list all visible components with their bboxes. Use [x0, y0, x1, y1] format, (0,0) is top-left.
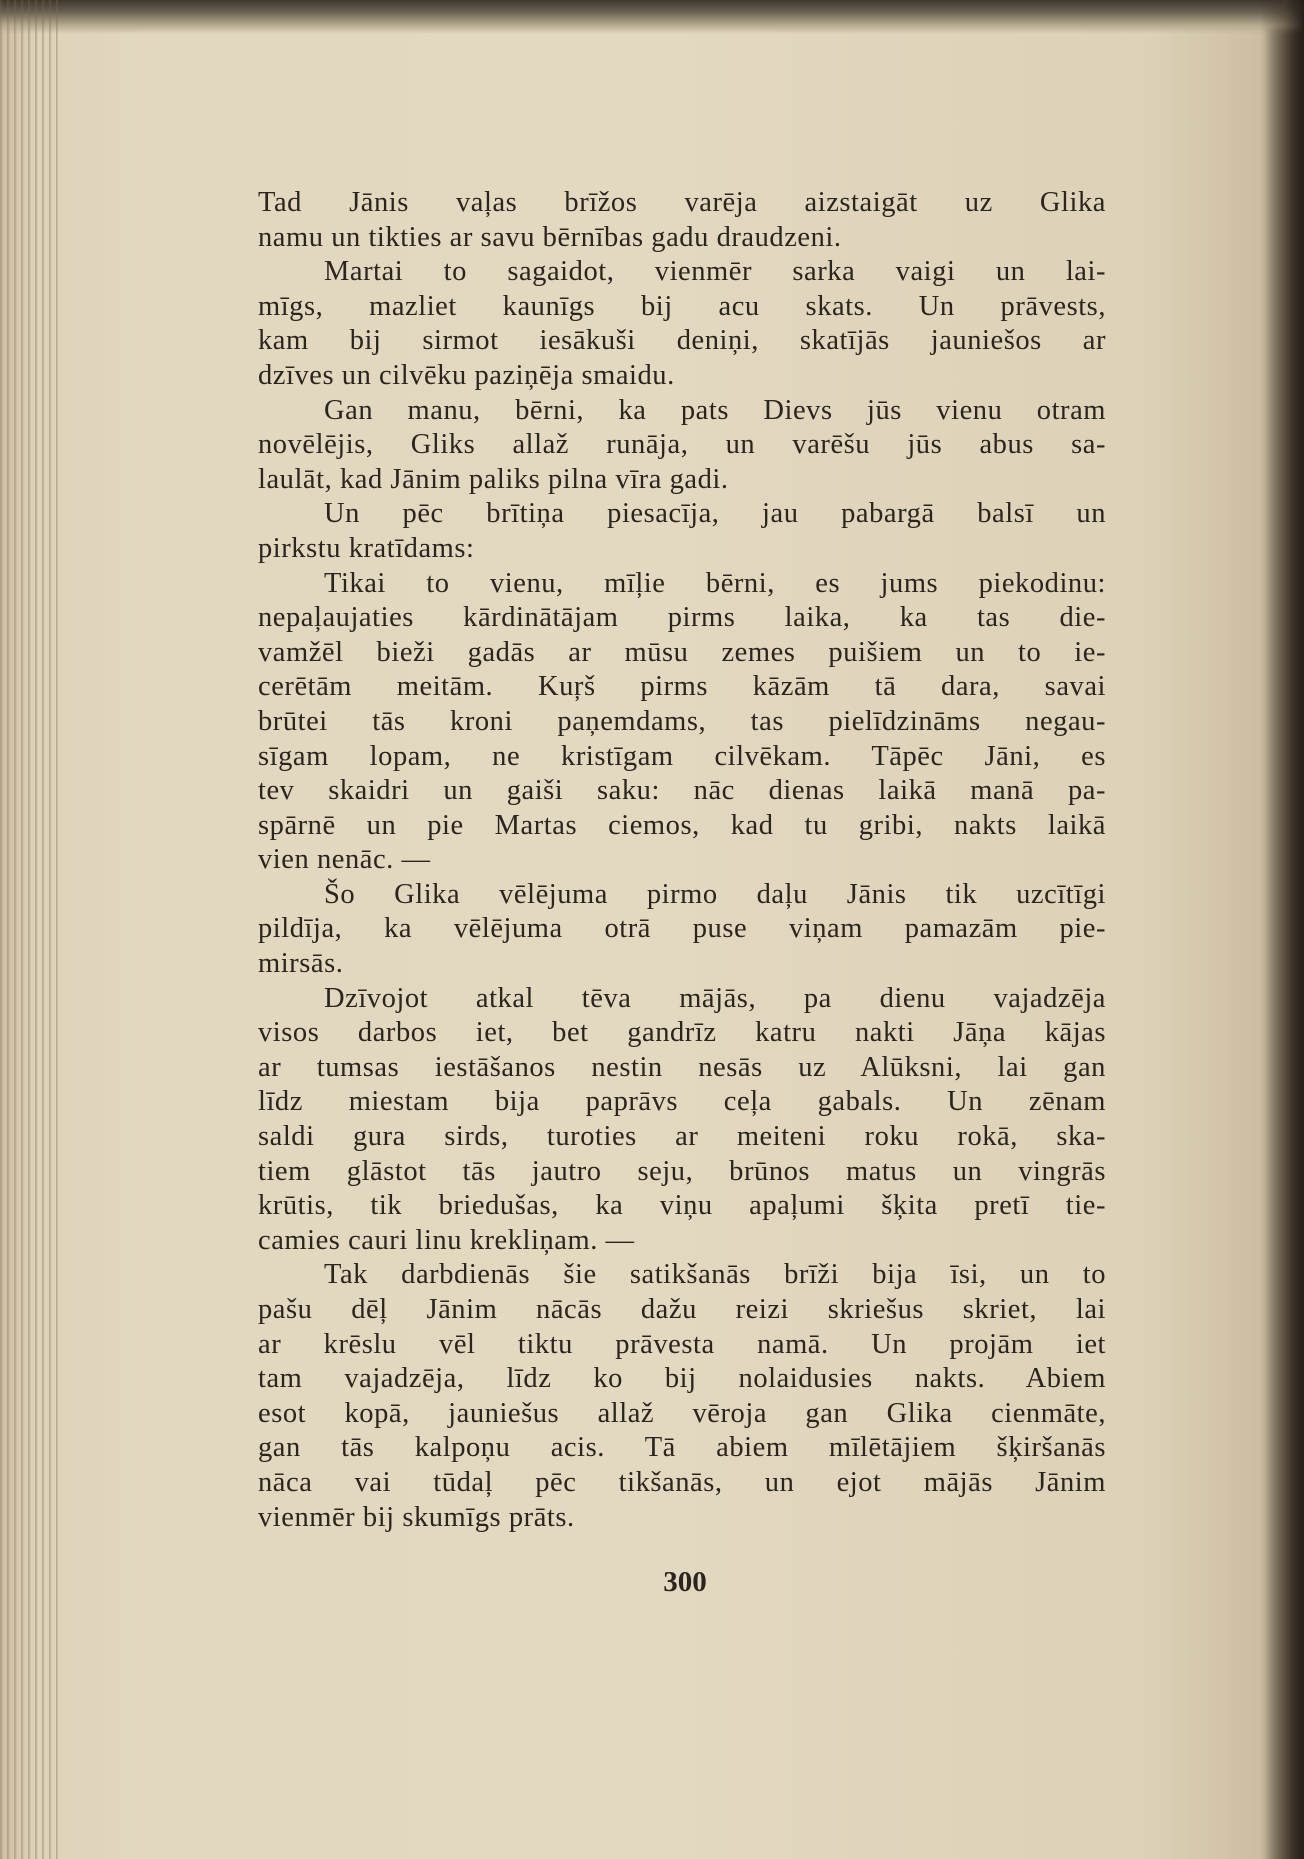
text-line: Martai to sagaidot, vienmēr sarka vaigi un lai-	[324, 256, 1106, 288]
text-line: brūtei tās kroni paņemdams, tas pielīdzināms negau-	[258, 705, 1106, 737]
text-line: vamžēl bieži gadās ar mūsu zemes puišiem un to ie-	[258, 636, 1106, 668]
text-line: nepaļaujaties kārdinātājam pirms laika, ka tas die-	[258, 602, 1106, 634]
text-line: novēlējis, Gliks allaž runāja, un varēšu jūs abus sa-	[258, 429, 1106, 461]
text-line: pirkstu kratīdams:	[258, 532, 475, 564]
text-line: pašu dēļ Jānim nācās dažu reizi skriešus skriet, lai	[258, 1294, 1106, 1325]
text-line: tiem glāstot tās jautro seju, brūnos matus un vingrās	[258, 1155, 1106, 1187]
text-line: vienmēr bij skumīgs prāts.	[258, 1501, 575, 1533]
text-line: nāca vai tūdaļ pēc tikšanās, un ejot mājās Jānim	[258, 1466, 1106, 1498]
text-line: līdz miestam bija paprāvs ceļa gabals. Un zēnam	[258, 1086, 1106, 1118]
text-line: vien nenāc. —	[258, 844, 431, 876]
text-line: camies cauri linu krekliņam. —	[258, 1224, 635, 1256]
text-line: Tak darbdienās šie satikšanās brīži bija īsi, un to	[324, 1259, 1106, 1291]
text-line: ar tumsas iestāšanos nestin nesās uz Alūksni, lai gan	[258, 1051, 1106, 1083]
text-line: cerētām meitām. Kuŗš pirms kāzām tā dara, savai	[258, 671, 1106, 703]
page-number: 300	[663, 1566, 707, 1598]
text-line: Tikai to vienu, mīļie bērni, es jums piekodinu:	[324, 567, 1106, 599]
text-line: Un pēc brītiņa piesacīja, jau pabargā balsī un	[324, 498, 1106, 530]
text-line: krūtis, tik briedušas, ka viņu apaļumi šķita pretī tie-	[258, 1190, 1106, 1222]
page-right-edge	[1260, 0, 1304, 1859]
body-text	[258, 186, 1106, 1535]
text-line: namu un tikties ar savu bērnības gadu draudzeni.	[258, 221, 842, 253]
page-top-edge	[0, 0, 1304, 34]
text-line: pildīja, ka vēlējuma otrā puse viņam pamazām pie-	[258, 913, 1106, 945]
text-line: gan tās kalpoņu acis. Tā abiem mīlētājiem šķiršanās	[258, 1432, 1106, 1464]
text-line: saldi gura sirds, turoties ar meiteni roku rokā, ska-	[258, 1121, 1106, 1153]
text-line: spārnē un pie Martas ciemos, kad tu gribi, nakts laikā	[258, 809, 1106, 841]
text-line: mirsās.	[258, 948, 344, 980]
text-line: Gan manu, bērni, ka pats Dievs jūs vienu otram	[324, 394, 1106, 426]
text-line: sīgam lopam, ne kristīgam cilvēkam. Tāpēc Jāni, es	[258, 740, 1106, 772]
text-line: Dzīvojot atkal tēva mājās, pa dienu vajadzēja	[324, 982, 1106, 1014]
book-spine-edge	[0, 0, 58, 1859]
text-line: mīgs, mazliet kaunīgs bij acu skats. Un prāvests,	[258, 290, 1106, 322]
text-line: visos darbos iet, bet gandrīz katru nakti Jāņa kājas	[258, 1017, 1106, 1049]
text-line: tev skaidri un gaiši saku: nāc dienas laikā manā pa-	[258, 775, 1106, 807]
text-line: laulāt, kad Jānim paliks pilna vīra gadi.	[258, 463, 729, 495]
text-line: Šo Glika vēlējuma pirmo daļu Jānis tik uzcītīgi	[324, 878, 1106, 910]
text-line: Tad Jānis vaļas brīžos varēja aizstaigāt uz Glika	[258, 187, 1106, 218]
text-line: esot kopā, jauniešus allaž vēroja gan Glika cienmāte,	[258, 1397, 1106, 1429]
text-line: kam bij sirmot iesākuši deniņi, skatījās jauniešos ar	[258, 325, 1106, 357]
text-line: tam vajadzēja, līdz ko bij nolaidusies nakts. Abiem	[258, 1363, 1106, 1395]
text-line: ar krēslu vēl tiktu prāvesta namā. Un projām iet	[258, 1328, 1106, 1360]
text-line: dzīves un cilvēku paziņēja smaidu.	[258, 359, 675, 391]
